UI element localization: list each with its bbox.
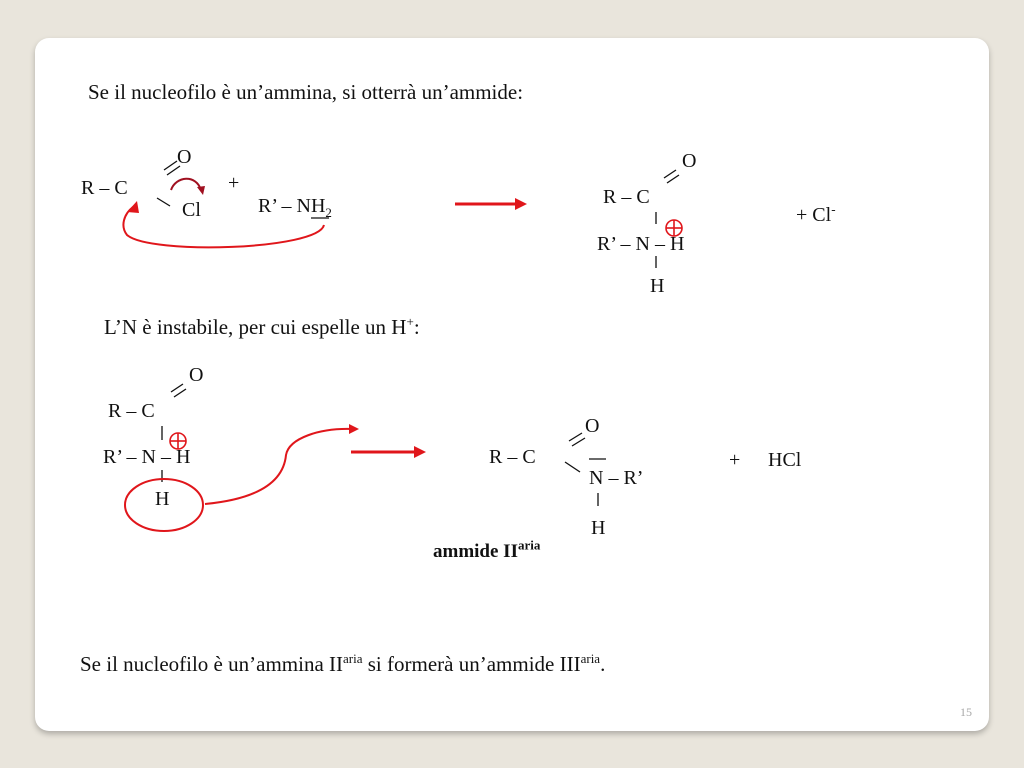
oxygen-atom: O [177, 146, 192, 168]
amide-label: ammide $II^{aria}$ [433, 537, 541, 562]
chlorine-atom: Cl [182, 199, 201, 221]
plus-sign: + [228, 172, 240, 194]
single-bond-line [157, 198, 170, 206]
double-bond-line [174, 389, 186, 397]
proton-leaving-arrow [205, 429, 352, 504]
product-hydrogen: H [650, 275, 665, 297]
double-bond-line [664, 170, 676, 178]
double-bond-line [667, 175, 679, 183]
amide-r-c: R – C [489, 446, 536, 468]
amide-hydrogen: H [591, 517, 606, 539]
intro-text: Se il nucleofilo è un’ammina, si otterrà un’ammide: [88, 80, 524, 104]
double-bond-line [171, 384, 183, 392]
electron-shift-arrow [171, 179, 201, 190]
intermediate-oxygen: O [189, 364, 204, 386]
instability-text: L’N è instabile, per cui espelle un H+: [104, 314, 420, 339]
amide-nitrogen-group: N – R’ [589, 467, 644, 489]
double-bond-line [569, 433, 582, 441]
intermediate-nitrogen-group: R’ – N – H [103, 446, 191, 468]
hcl-product: HCl [768, 449, 802, 471]
single-bond-line [565, 462, 580, 472]
r-c-group: R – C [81, 177, 128, 199]
intermediate-hydrogen: H [155, 488, 170, 510]
intermediate-r-c: R – C [108, 400, 155, 422]
page-number: 15 [960, 705, 972, 719]
product-oxygen: O [682, 150, 697, 172]
plus-sign: + [729, 449, 741, 471]
chloride-ion: + Cl- [796, 201, 836, 226]
amine-reagent: R’ – $NH_2$ [258, 195, 332, 220]
double-bond-line [572, 438, 585, 446]
conclusion-text: Se il nucleofilo è un’ammina $II^{aria}$ si formerà un’ammide $III^{aria}$. [80, 651, 606, 676]
product-r-c: R – C [603, 186, 650, 208]
product-nitrogen-group: R’ – N – H [597, 233, 685, 255]
amide-oxygen: O [585, 415, 600, 437]
